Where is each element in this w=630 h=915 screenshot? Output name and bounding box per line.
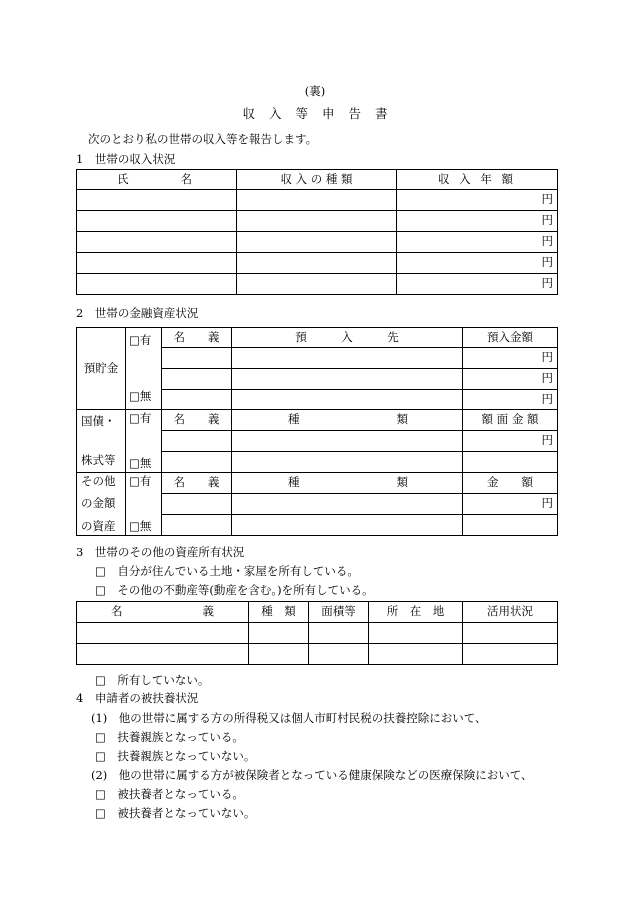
income-name-cell[interactable] [77, 211, 237, 232]
intro-text: 次のとおり私の世帯の収入等を報告します。 [88, 132, 318, 146]
page-title: 収入等申告書 [242, 106, 402, 121]
savings-dest-cell[interactable] [232, 348, 463, 369]
savings-dest-cell[interactable] [232, 390, 463, 410]
savings-amount-cell[interactable]: 円 [463, 369, 558, 390]
bonds-holder-cell[interactable] [162, 452, 232, 473]
income-type-cell[interactable] [237, 190, 397, 211]
other-none-checkbox[interactable]: □無 [129, 518, 152, 533]
property-kind-cell[interactable] [249, 623, 309, 644]
dependent-relative-no-option[interactable]: □ 扶養親族となっていない。 [95, 749, 256, 763]
savings-header-dest: 預 入 先 [232, 328, 463, 348]
other-header-amount: 金 額 [463, 473, 558, 494]
income-type-cell[interactable] [237, 232, 397, 253]
income-name-cell[interactable] [77, 274, 237, 295]
page-side-label: (裏) [304, 84, 326, 98]
bonds-holder-cell[interactable] [162, 431, 232, 452]
income-header-type: 収 入 の 種 類 [237, 170, 397, 190]
bonds-header-holder: 名 義 [162, 410, 232, 431]
bonds-header-amount: 額 面 金 額 [463, 410, 558, 431]
question-1: (1) 他の世帯に属する方の所得税又は個人市町村民税の扶養控除において、 [91, 711, 487, 725]
no-property-option[interactable]: □ 所有していない。 [95, 673, 210, 687]
bonds-have-checkbox[interactable]: □有 [129, 411, 152, 425]
savings-have-none[interactable] [126, 328, 162, 410]
property-use-cell[interactable] [463, 623, 558, 644]
savings-label: 預貯金 [77, 328, 126, 410]
table-row [77, 644, 558, 665]
income-type-cell[interactable] [237, 253, 397, 274]
savings-amount-cell[interactable]: 円 [463, 348, 558, 369]
property-location-cell[interactable] [369, 623, 463, 644]
property-area-cell[interactable] [309, 644, 369, 665]
section-2-title: 2 世帯の金融資産状況 [76, 306, 199, 320]
income-type-cell[interactable] [237, 274, 397, 295]
savings-holder-cell[interactable] [162, 369, 232, 390]
property-table [76, 601, 558, 665]
property-header-kind: 種 類 [249, 602, 309, 623]
bonds-have-none[interactable] [126, 410, 162, 473]
bonds-header-kind: 種 類 [232, 410, 463, 431]
income-header-amount: 収 入 年 額 [397, 170, 558, 190]
income-amount-cell[interactable]: 円 [397, 253, 558, 274]
savings-have-checkbox[interactable]: □有 [129, 332, 152, 347]
table-row [77, 232, 558, 253]
other-kind-cell[interactable] [232, 515, 463, 536]
dependent-relative-yes-option[interactable]: □ 扶養親族となっている。 [95, 730, 244, 744]
section-1-title: 1 世帯の収入状況 [76, 152, 176, 166]
property-name-cell[interactable] [77, 644, 249, 665]
income-type-cell[interactable] [237, 211, 397, 232]
income-amount-cell[interactable]: 円 [397, 211, 558, 232]
income-header-name: 氏 名 [77, 170, 237, 190]
income-amount-cell[interactable]: 円 [397, 232, 558, 253]
question-2: (2) 他の世帯に属する方が被保険者となっている健康保険などの医療保険において、 [91, 768, 533, 782]
income-amount-cell[interactable]: 円 [397, 274, 558, 295]
table-row [77, 623, 558, 644]
savings-header-amount: 預入金額 [463, 328, 558, 348]
other-header-holder: 名 義 [162, 473, 232, 494]
other-kind-cell[interactable] [232, 494, 463, 515]
income-amount-cell[interactable]: 円 [397, 190, 558, 211]
savings-holder-cell[interactable] [162, 390, 232, 410]
savings-dest-cell[interactable] [232, 369, 463, 390]
other-holder-cell[interactable] [162, 515, 232, 536]
table-row [77, 211, 558, 232]
property-header-name: 名 義 [77, 602, 249, 623]
bonds-label: 国債・ 株式等 [77, 410, 126, 473]
property-header-location: 所 在 地 [369, 602, 463, 623]
financial-assets-table [76, 327, 558, 536]
other-have-none[interactable] [126, 473, 162, 536]
bonds-amount-cell[interactable] [463, 452, 558, 473]
bonds-none-checkbox[interactable]: □無 [129, 455, 152, 470]
savings-amount-cell[interactable]: 円 [463, 390, 558, 410]
savings-header-holder: 名 義 [162, 328, 232, 348]
table-row [77, 274, 558, 295]
dependent-insured-no-option[interactable]: □ 被扶養者となっていない。 [95, 806, 256, 820]
other-amount-cell[interactable]: 円 [463, 494, 558, 515]
property-header-area: 面積等 [309, 602, 369, 623]
bonds-amount-cell[interactable]: 円 [463, 431, 558, 452]
bonds-kind-cell[interactable] [232, 431, 463, 452]
savings-holder-cell[interactable] [162, 348, 232, 369]
other-holder-cell[interactable] [162, 494, 232, 515]
other-assets-label: その他 の金額 の資産 [77, 473, 126, 536]
table-row [77, 190, 558, 211]
income-name-cell[interactable] [77, 190, 237, 211]
bonds-kind-cell[interactable] [232, 452, 463, 473]
property-use-cell[interactable] [463, 644, 558, 665]
income-name-cell[interactable] [77, 232, 237, 253]
property-area-cell[interactable] [309, 623, 369, 644]
other-amount-cell[interactable] [463, 515, 558, 536]
own-residence-option[interactable]: □ 自分が住んでいる土地・家屋を所有している。 [95, 564, 359, 578]
property-kind-cell[interactable] [249, 644, 309, 665]
section-3-title: 3 世帯のその他の資産所有状況 [76, 545, 245, 559]
income-table [76, 169, 558, 295]
property-location-cell[interactable] [369, 644, 463, 665]
property-header-use: 活用状況 [463, 602, 558, 623]
other-property-option[interactable]: □ その他の不動産等(動産を含む。)を所有している。 [95, 583, 374, 597]
dependent-insured-yes-option[interactable]: □ 被扶養者となっている。 [95, 787, 244, 801]
property-name-cell[interactable] [77, 623, 249, 644]
table-row [77, 253, 558, 274]
savings-none-checkbox[interactable]: □無 [129, 389, 152, 403]
income-name-cell[interactable] [77, 253, 237, 274]
other-header-kind: 種 類 [232, 473, 463, 494]
section-4-title: 4 申請者の被扶養状況 [76, 691, 199, 705]
other-have-checkbox[interactable]: □有 [129, 474, 152, 488]
